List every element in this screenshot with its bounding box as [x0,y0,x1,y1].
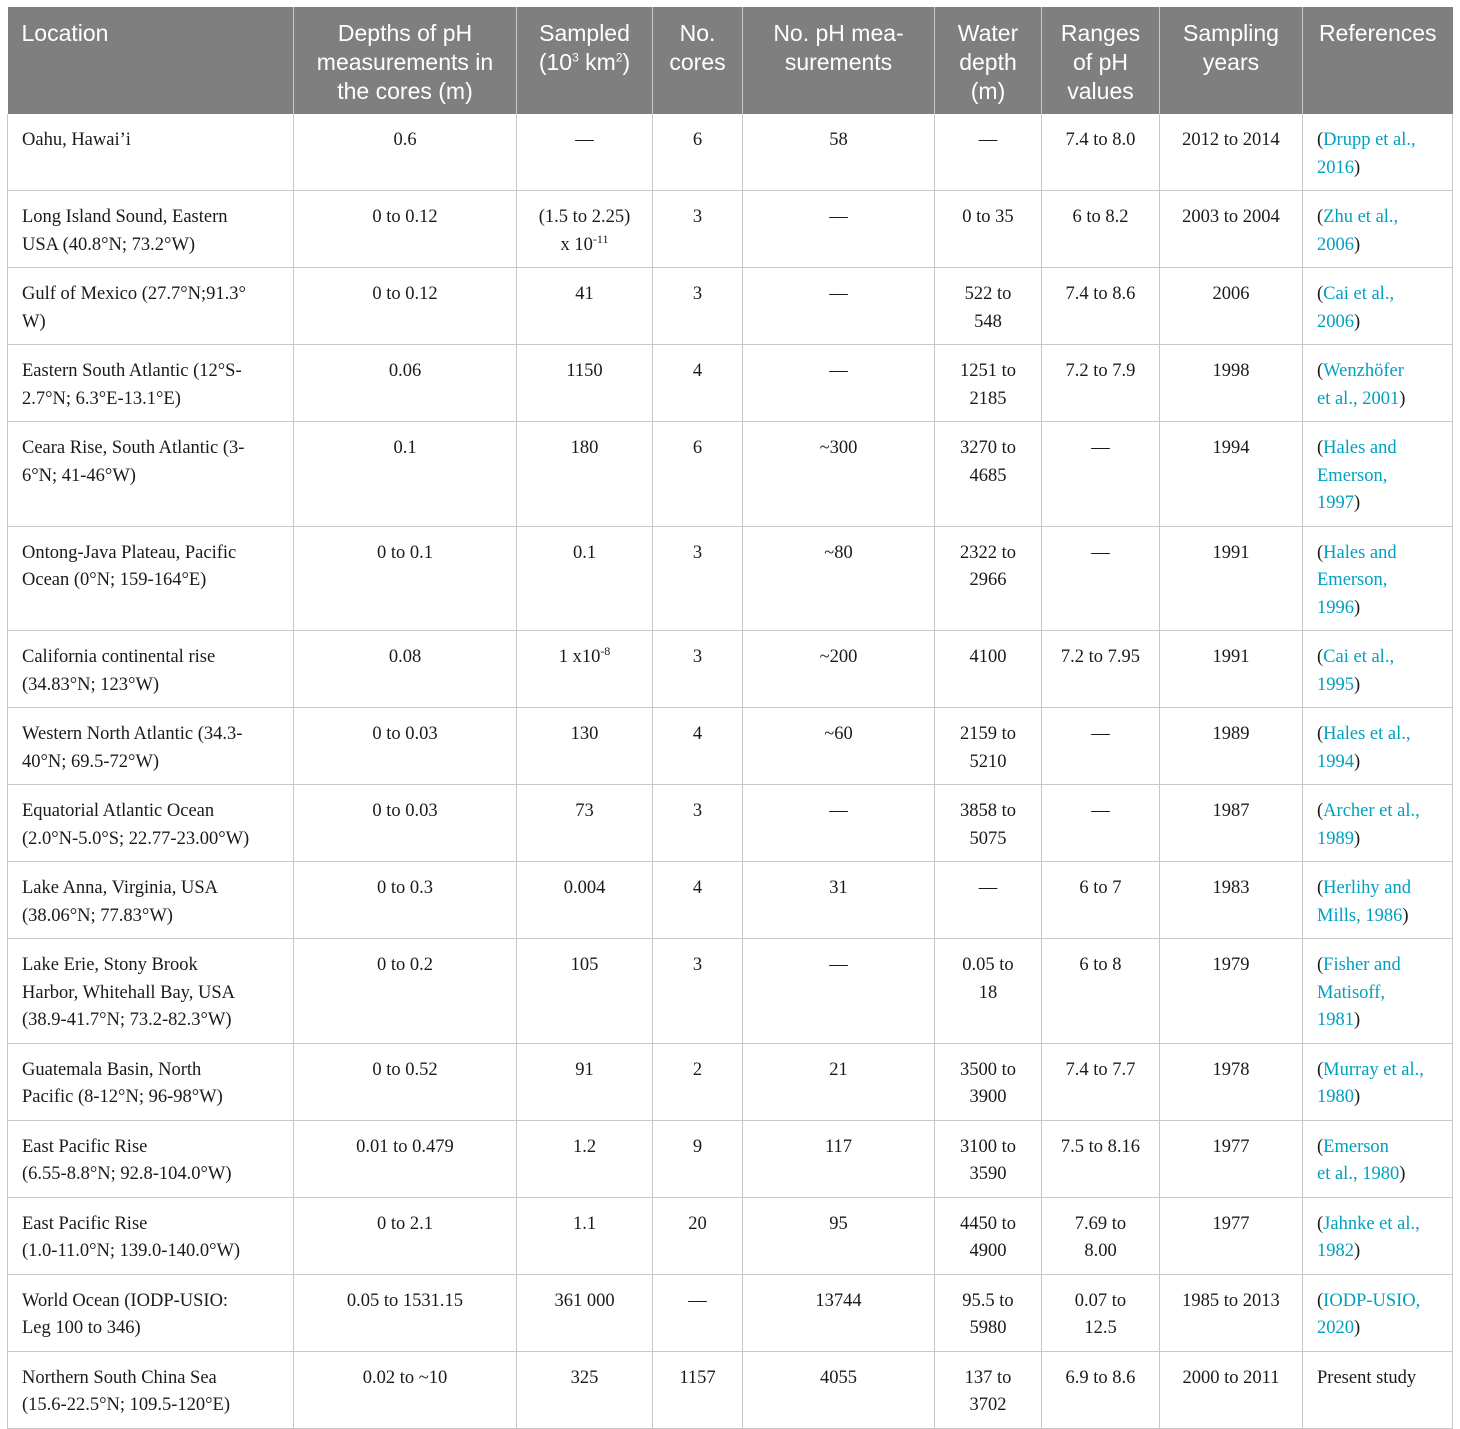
cell-depths: 0 to 0.03 [294,785,517,862]
cell-ph-ranges: 6.9 to 8.6 [1042,1351,1160,1428]
header-references: References [1303,7,1453,114]
cell-sampling-years: 2012 to 2014 [1160,114,1303,191]
cell-ph-ranges: — [1042,422,1160,527]
cell-location: Ontong-Java Plateau, Pacific Ocean (0°N; 159-164°E) [8,526,294,631]
cell-cores: 3 [653,191,743,268]
data-table [7,7,1453,1429]
cell-water-depth: 3500 to 3900 [935,1043,1042,1120]
cell-ph-ranges: 6 to 7 [1042,862,1160,939]
cell-sampling-years: 1998 [1160,345,1303,422]
cell-reference[interactable]: (Drupp et al., 2016) [1303,114,1453,191]
cell-depths: 0.02 to ~10 [294,1351,517,1428]
cell-measurements: ~200 [743,631,935,708]
cell-reference[interactable]: (Emerson et al., 1980) [1303,1120,1453,1197]
table-row [8,785,1453,862]
cell-sampled: 1.2 [517,1120,653,1197]
header-ph-ranges: Ranges of pH values [1042,7,1160,114]
cell-cores: 6 [653,114,743,191]
cell-location: California continental rise (34.83°N; 123°W) [8,631,294,708]
cell-water-depth: 1251 to 2185 [935,345,1042,422]
cell-depths: 0 to 0.03 [294,708,517,785]
cell-cores: 3 [653,526,743,631]
cell-sampling-years: 1991 [1160,526,1303,631]
cell-sampling-years: 1977 [1160,1197,1303,1274]
cell-sampled: 361 000 [517,1274,653,1351]
table-row [8,191,1453,268]
table-row [8,1120,1453,1197]
cell-water-depth: 137 to 3702 [935,1351,1042,1428]
table-row [8,526,1453,631]
cell-cores: 3 [653,939,743,1044]
cell-reference[interactable]: (Jahnke et al., 1982) [1303,1197,1453,1274]
cell-reference[interactable]: (IODP-USIO, 2020) [1303,1274,1453,1351]
cell-reference[interactable]: (Hales and Emerson, 1996) [1303,526,1453,631]
cell-sampled: 1.1 [517,1197,653,1274]
header-sampled: Sampled ($10^3$ $km^2$) [517,7,653,114]
cell-cores: 3 [653,785,743,862]
table-row [8,708,1453,785]
cell-measurements: 13744 [743,1274,935,1351]
cell-location: Northern South China Sea (15.6-22.5°N; 109.5-120°E) [8,1351,294,1428]
table-row [8,862,1453,939]
cell-measurements: — [743,268,935,345]
cell-sampled: (1.5 to 2.25) x $10^{-11}$ [517,191,653,268]
table-row [8,1274,1453,1351]
cell-location: Long Island Sound, Eastern USA (40.8°N; 73.2°W) [8,191,294,268]
cell-location: Lake Erie, Stony Brook Harbor, Whitehall Bay, USA (38.9-41.7°N; 73.2-82.3°W) [8,939,294,1044]
cell-sampling-years: 1977 [1160,1120,1303,1197]
cell-depths: 0.1 [294,422,517,527]
cell-depths: 0 to 0.12 [294,191,517,268]
cell-location: Guatemala Basin, North Pacific (8-12°N; 96-98°W) [8,1043,294,1120]
cell-ph-ranges: — [1042,708,1160,785]
cell-depths: 0.01 to 0.479 [294,1120,517,1197]
cell-reference[interactable]: (Cai et al., 1995) [1303,631,1453,708]
cell-water-depth: 3100 to 3590 [935,1120,1042,1197]
cell-sampling-years: 1987 [1160,785,1303,862]
cell-sampled: 73 [517,785,653,862]
cell-sampling-years: 2006 [1160,268,1303,345]
cell-reference[interactable]: (Zhu et al., 2006) [1303,191,1453,268]
cell-water-depth: 95.5 to 5980 [935,1274,1042,1351]
cell-depths: 0.6 [294,114,517,191]
cell-sampling-years: 2003 to 2004 [1160,191,1303,268]
cell-water-depth: 3270 to 4685 [935,422,1042,527]
cell-sampled: 0.1 [517,526,653,631]
cell-depths: 0 to 0.2 [294,939,517,1044]
cell-sampled: 1150 [517,345,653,422]
cell-reference[interactable]: (Hales et al., 1994) [1303,708,1453,785]
cell-reference[interactable]: (Fisher and Matisoff, 1981) [1303,939,1453,1044]
cell-ph-ranges: 0.07 to 12.5 [1042,1274,1160,1351]
cell-cores: 3 [653,268,743,345]
cell-water-depth: — [935,114,1042,191]
cell-cores: — [653,1274,743,1351]
cell-location: East Pacific Rise (1.0-11.0°N; 139.0-140.0°W) [8,1197,294,1274]
cell-ph-ranges: — [1042,526,1160,631]
header-measurements: No. pH mea- surements [743,7,935,114]
cell-sampling-years: 1979 [1160,939,1303,1044]
cell-water-depth: 522 to 548 [935,268,1042,345]
cell-sampled: 105 [517,939,653,1044]
cell-sampling-years: 1978 [1160,1043,1303,1120]
cell-measurements: — [743,345,935,422]
cell-reference[interactable]: (Cai et al., 2006) [1303,268,1453,345]
cell-measurements: — [743,191,935,268]
cell-measurements: 31 [743,862,935,939]
table-row [8,345,1453,422]
cell-sampling-years: 2000 to 2011 [1160,1351,1303,1428]
cell-reference: Present study [1303,1351,1453,1428]
cell-cores: 3 [653,631,743,708]
table-body [8,114,1453,1428]
cell-sampled: 325 [517,1351,653,1428]
cell-cores: 9 [653,1120,743,1197]
cell-location: East Pacific Rise (6.55-8.8°N; 92.8-104.0°W) [8,1120,294,1197]
cell-location: Equatorial Atlantic Ocean (2.0°N-5.0°S; 22.77-23.00°W) [8,785,294,862]
cell-sampled: 0.004 [517,862,653,939]
cell-cores: 4 [653,708,743,785]
cell-depths: 0 to 0.12 [294,268,517,345]
header-water-depth: Water depth (m) [935,7,1042,114]
cell-sampling-years: 1983 [1160,862,1303,939]
cell-cores: 4 [653,862,743,939]
cell-water-depth: 0.05 to 18 [935,939,1042,1044]
cell-cores: 2 [653,1043,743,1120]
cell-cores: 20 [653,1197,743,1274]
cell-measurements: ~80 [743,526,935,631]
cell-location: Ceara Rise, South Atlantic (3- 6°N; 41-46°W) [8,422,294,527]
cell-location: Eastern South Atlantic (12°S- 2.7°N; 6.3°E-13.1°E) [8,345,294,422]
cell-water-depth: 2322 to 2966 [935,526,1042,631]
cell-depths: 0.06 [294,345,517,422]
cell-water-depth: 0 to 35 [935,191,1042,268]
cell-ph-ranges: 6 to 8 [1042,939,1160,1044]
cell-water-depth: — [935,862,1042,939]
cell-location: Western North Atlantic (34.3- 40°N; 69.5-72°W) [8,708,294,785]
cell-measurements: ~60 [743,708,935,785]
cell-depths: 0 to 2.1 [294,1197,517,1274]
table-row [8,1351,1453,1428]
cell-ph-ranges: 6 to 8.2 [1042,191,1160,268]
cell-location: Oahu, Hawai’i [8,114,294,191]
cell-measurements: ~300 [743,422,935,527]
cell-cores: 1157 [653,1351,743,1428]
cell-reference[interactable]: (Herlihy and Mills, 1986) [1303,862,1453,939]
table-row [8,114,1453,191]
cell-depths: 0.05 to 1531.15 [294,1274,517,1351]
header-depths: Depths of pH measurements in the cores (m) [294,7,517,114]
cell-depths: 0 to 0.1 [294,526,517,631]
cell-sampled: — [517,114,653,191]
cell-water-depth: 4100 [935,631,1042,708]
cell-sampling-years: 1989 [1160,708,1303,785]
cell-water-depth: 4450 to 4900 [935,1197,1042,1274]
cell-ph-ranges: — [1042,785,1160,862]
cell-ph-ranges: 7.69 to 8.00 [1042,1197,1160,1274]
cell-measurements: 4055 [743,1351,935,1428]
cell-sampled: 91 [517,1043,653,1120]
cell-location: Gulf of Mexico (27.7°N;91.3° W) [8,268,294,345]
table-header [8,7,1453,114]
header-sampling-years: Sampling years [1160,7,1303,114]
table-row [8,268,1453,345]
cell-reference[interactable]: (Hales and Emerson, 1997) [1303,422,1453,527]
cell-ph-ranges: 7.4 to 7.7 [1042,1043,1160,1120]
table-row [8,422,1453,527]
cell-cores: 6 [653,422,743,527]
cell-sampled: 1 $x10^{-8}$ [517,631,653,708]
table-row [8,631,1453,708]
table-row [8,939,1453,1044]
cell-sampling-years: 1985 to 2013 [1160,1274,1303,1351]
cell-reference[interactable]: (Wenzhöfer et al., 2001) [1303,345,1453,422]
table-row [8,1043,1453,1120]
cell-measurements: — [743,939,935,1044]
cell-measurements: 58 [743,114,935,191]
cell-measurements: 95 [743,1197,935,1274]
cell-ph-ranges: 7.4 to 8.6 [1042,268,1160,345]
cell-ph-ranges: 7.4 to 8.0 [1042,114,1160,191]
cell-measurements: 21 [743,1043,935,1120]
cell-ph-ranges: 7.2 to 7.9 [1042,345,1160,422]
cell-measurements: — [743,785,935,862]
cell-location: World Ocean (IODP-USIO: Leg 100 to 346) [8,1274,294,1351]
table-row [8,1197,1453,1274]
cell-sampled: 130 [517,708,653,785]
header-cores: No. cores [653,7,743,114]
cell-sampling-years: 1991 [1160,631,1303,708]
cell-depths: 0 to 0.3 [294,862,517,939]
cell-measurements: 117 [743,1120,935,1197]
cell-depths: 0 to 0.52 [294,1043,517,1120]
cell-reference[interactable]: (Murray et al., 1980) [1303,1043,1453,1120]
cell-water-depth: 3858 to 5075 [935,785,1042,862]
cell-ph-ranges: 7.5 to 8.16 [1042,1120,1160,1197]
header-location: Location [8,7,294,114]
cell-reference[interactable]: (Archer et al., 1989) [1303,785,1453,862]
cell-depths: 0.08 [294,631,517,708]
cell-sampling-years: 1994 [1160,422,1303,527]
cell-cores: 4 [653,345,743,422]
cell-ph-ranges: 7.2 to 7.95 [1042,631,1160,708]
cell-sampled: 180 [517,422,653,527]
cell-sampled: 41 [517,268,653,345]
cell-location: Lake Anna, Virginia, USA (38.06°N; 77.83°W) [8,862,294,939]
cell-water-depth: 2159 to 5210 [935,708,1042,785]
